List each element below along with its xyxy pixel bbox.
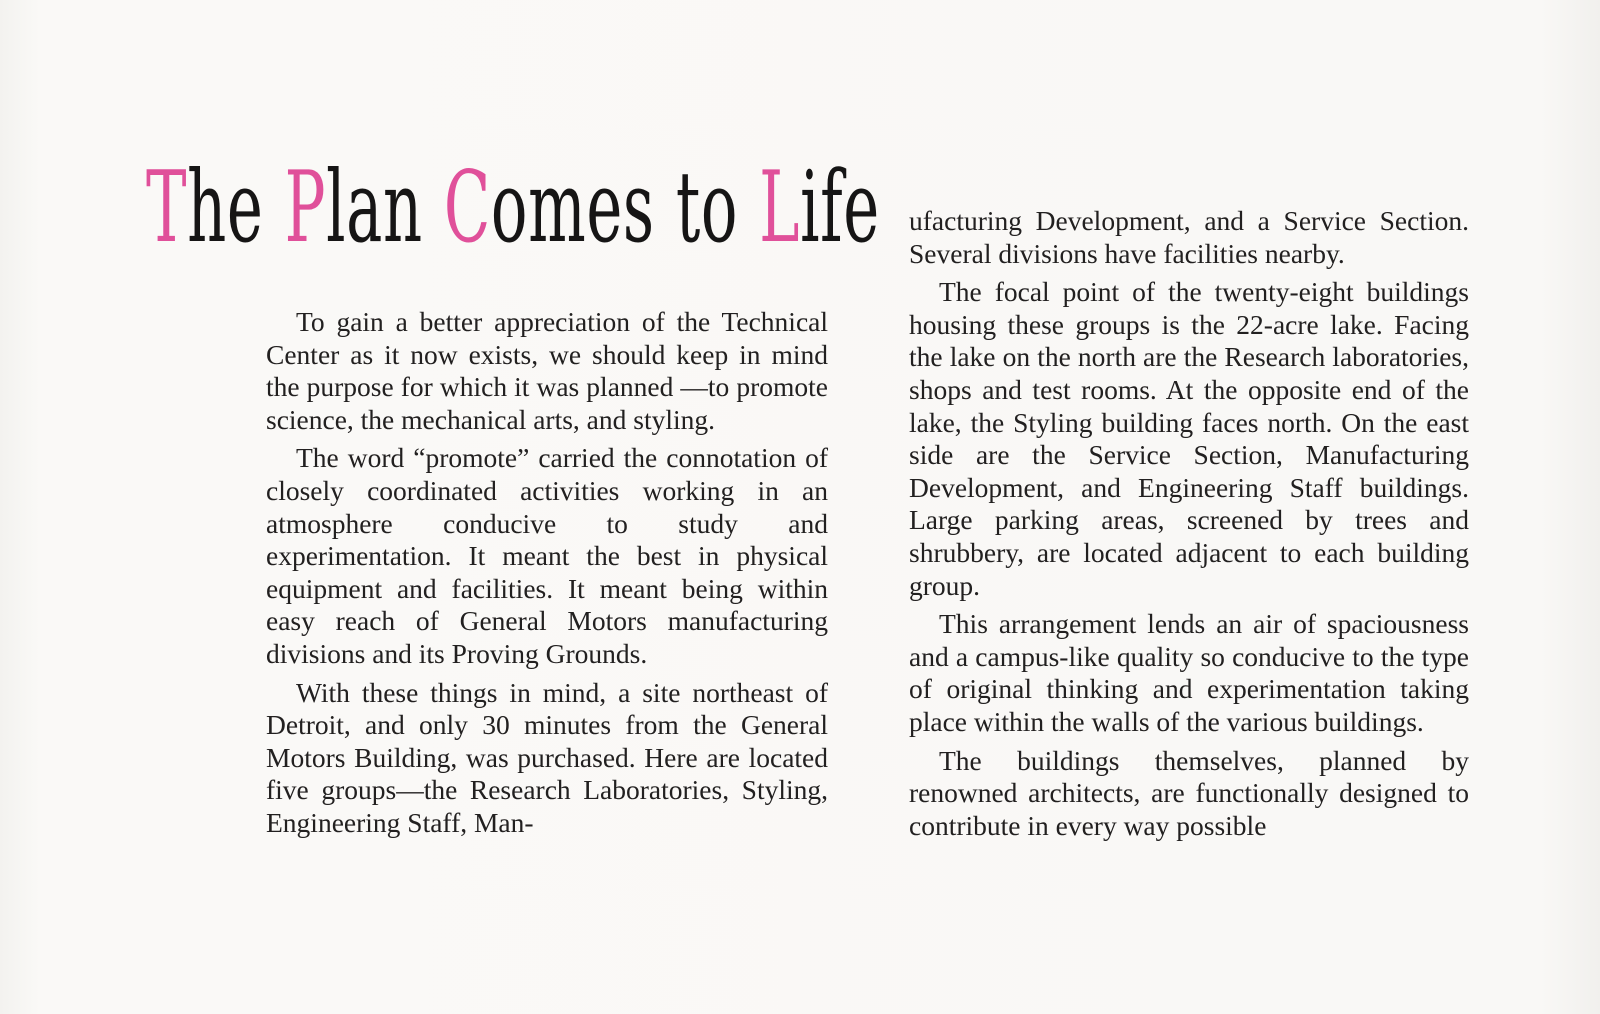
title-initial: L: [759, 151, 801, 265]
title-rest: lan: [326, 151, 423, 265]
left-text-column: [266, 306, 828, 846]
title-rest: to: [675, 151, 739, 265]
title-rest: ife: [800, 151, 880, 265]
title-word: [759, 148, 880, 268]
title-initial: P: [284, 151, 327, 265]
title-word: [146, 148, 263, 268]
paragraph: The word “promote” carried the connotation of closely coordinated activities working in an atmosphere conducive to study and experimentation. It meant the best in physical equipment and facilities. It meant being within easy reach of General Motors manufacturing divisions and its Proving Grounds.: [266, 442, 828, 669]
title-rest: he: [187, 151, 264, 265]
right-text-column: [909, 205, 1469, 848]
title-word: [444, 148, 655, 268]
page-title: [146, 148, 901, 268]
paragraph: The buildings themselves, planned by renowned architects, are functionally designed to contribute in every way possible: [909, 744, 1469, 841]
paragraph: This arrangement lends an air of spaciousness and a campus-like quality so conducive to the type of original thinking and experimentation taking place within the walls of the various buildings.: [909, 608, 1469, 737]
paragraph: To gain a better appreciation of the Technical Center as it now exists, we should keep in mind the purpose for which it was planned —to promote science, the mechanical arts, and styling.: [266, 306, 828, 435]
paragraph: The focal point of the twenty-eight buildings housing these groups is the 22-acre lake. Facing the lake on the north are the Research laboratories, shops and test rooms. At the opposite end of the lake, the Styling building faces north. On the east side are the Service Section, Manufacturing Development, and Engineering Staff buildings. Large parking areas, screened by trees and shrubbery, are located adjacent to each building group.: [909, 276, 1469, 601]
title-word: [676, 148, 738, 268]
paragraph: With these things in mind, a site northeast of Detroit, and only 30 minutes from the General Motors Building, was purchased. Here are located five groups—the Research Laboratories, Styling, Engineering Staff, Man-: [266, 676, 828, 838]
title-initial: C: [443, 151, 491, 265]
title-initial: T: [146, 151, 188, 265]
title-word: [285, 148, 423, 268]
title-rest: omes: [490, 151, 655, 265]
paragraph-continued: ufacturing Development, and a Service Section. Several divisions have facilities nearby.: [909, 205, 1469, 269]
